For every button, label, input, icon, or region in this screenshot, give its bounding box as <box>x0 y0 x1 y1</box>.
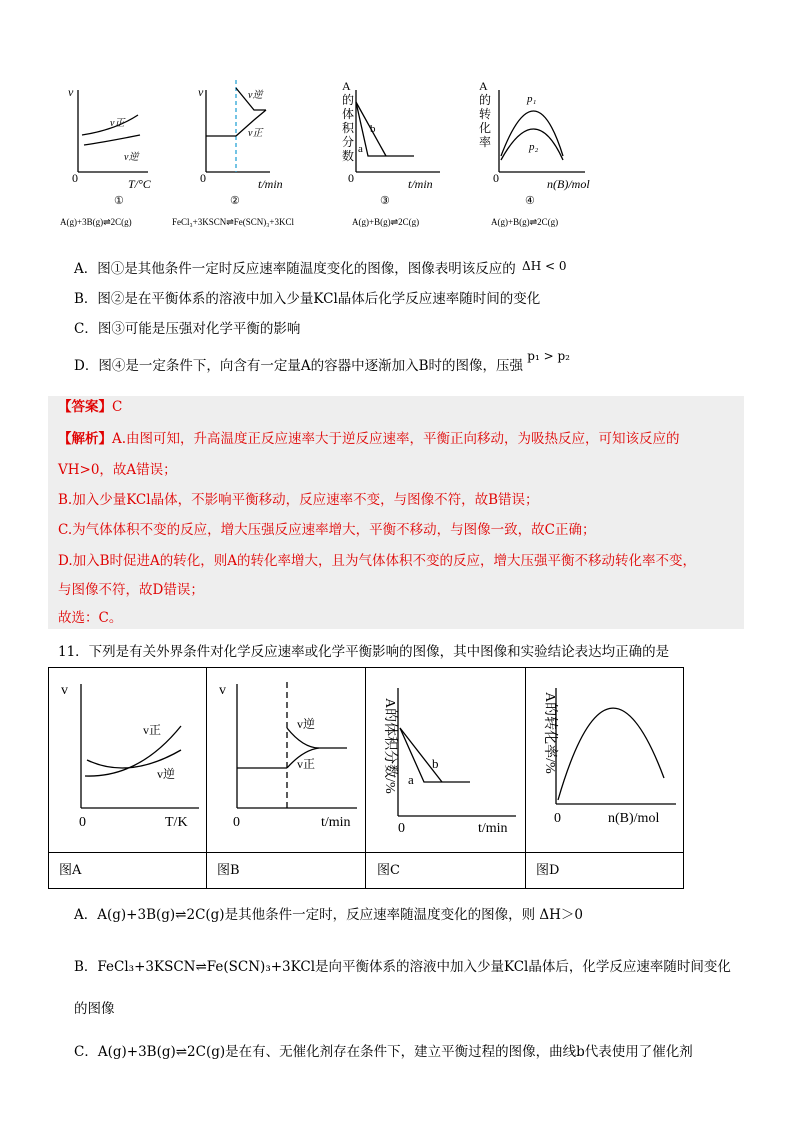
fig2-xlabel: t/min <box>258 177 283 191</box>
fig1-ylabel: v <box>68 85 74 99</box>
fig3-ylabel <box>342 79 355 163</box>
analysis-line-4: C.为气体体积不变的反应，增大压强反应速率增大，平衡不移动，与图像一致，故C正确； <box>58 522 596 538</box>
figC-origin: 0 <box>398 821 405 836</box>
analysis-line-3: B.加入少量KCl晶体，不影响平衡移动，反应速率不变，与图像不符，故B错误； <box>58 492 539 508</box>
q10-figure-4 <box>475 76 625 230</box>
figC-ylabel: A的体积分数/% <box>382 698 397 794</box>
figB-top: v逆 <box>297 717 316 731</box>
svg-text:A: A <box>342 79 351 93</box>
figB-bottom: v正 <box>297 757 316 771</box>
svg-text:率: 率 <box>479 135 492 149</box>
q10-option-b[interactable]: B．图②是在平衡体系的溶液中加入少量KCl晶体后化学反应速率随时间的变化 <box>74 291 541 307</box>
v-reverse-curve <box>84 135 140 145</box>
fig1-origin: 0 <box>72 171 78 185</box>
fig1-curve-down: v逆 <box>124 152 139 163</box>
fig1-curve-up: v正 <box>110 118 125 129</box>
q10-option-d[interactable]: D．图④是一定条件下，向含有一定量A的容器中逐渐加入B时的图像，压强 p₁ > p₂ <box>74 349 570 374</box>
q10-option-a[interactable]: A．图①是其他条件一定时反应速率随温度变化的图像，图像表明该反应的 ΔH < 0 <box>74 259 567 277</box>
fig3-b: b <box>370 123 376 135</box>
figA-xlabel: T/K <box>165 815 188 830</box>
analysis-line-6: 与图像不符，故D错误； <box>58 582 204 598</box>
q11-option-b-cont: 的图像 <box>74 1001 115 1017</box>
figD-origin: 0 <box>554 811 561 826</box>
fig3-reaction: A(g)+B(g)⇌2C(g) <box>352 217 420 227</box>
q10-option-c[interactable]: C．图③可能是压强对化学平衡的影响 <box>74 321 301 337</box>
svg-text:转: 转 <box>479 107 492 121</box>
fig3-origin: 0 <box>348 171 354 185</box>
figC-caption: 图C <box>377 863 400 878</box>
q11-fig-d <box>526 668 683 852</box>
figC-xlabel: t/min <box>478 821 508 836</box>
fig2-ylabel: v <box>198 85 204 99</box>
figB-xlabel: t/min <box>321 815 351 830</box>
fig1-xlabel: T/°C <box>128 177 151 191</box>
svg-text:A: A <box>479 79 488 93</box>
figA-origin: 0 <box>79 815 86 830</box>
figD-xlabel: n(B)/mol <box>608 811 660 826</box>
figA-down: v逆 <box>157 767 176 781</box>
q11-fig-a <box>49 668 206 852</box>
fig4-origin: 0 <box>493 171 499 185</box>
q11-option-b[interactable]: B．FeCl₃+3KSCN⇌Fe(SCN)₃+3KCl是向平衡体系的溶液中加入少量KCl晶体后，化学反应速率随时间变化 <box>74 959 731 975</box>
q10-figure-2 <box>170 80 340 230</box>
fig2-origin: 0 <box>200 171 206 185</box>
svg-text:分: 分 <box>342 135 355 149</box>
svg-text:积: 积 <box>342 121 355 135</box>
figD-ylabel: A的转化率/% <box>542 692 557 774</box>
svg-text:数: 数 <box>342 149 355 163</box>
q11-fig-b <box>207 668 365 852</box>
svg-text:的: 的 <box>479 93 492 107</box>
figC-b: b <box>432 756 439 771</box>
figD-caption: 图D <box>536 863 560 878</box>
figA-ylabel: v <box>61 683 68 698</box>
q11-option-a[interactable]: A．A(g)+3B(g)⇌2C(g)是其他条件一定时，反应速率随温度变化的图像，则 ΔH＞0 <box>74 907 583 923</box>
fig1-reaction: A(g)+3B(g)⇌2C(g) <box>60 217 132 227</box>
fig1-number: ① <box>114 195 124 207</box>
figA-caption: 图A <box>59 863 82 878</box>
fig3-a: a <box>358 143 363 155</box>
fig2-number: ② <box>230 195 240 207</box>
analysis-line-5: D.加入B时促进A的转化，则A的转化率增大，且为气体体积不变的反应，增大压强平衡不移动转化率不变， <box>58 553 697 569</box>
fig4-number: ④ <box>525 195 535 207</box>
svg-text:体: 体 <box>342 107 355 121</box>
fig4-p2: p₂ <box>529 141 539 153</box>
q10-figure-1 <box>60 80 180 230</box>
q11-stem: 11．下列是有关外界条件对化学反应速率或化学平衡影响的图像，其中图像和实验结论表达均正确的是 <box>58 644 670 660</box>
fig2-reaction: FeCl₃+3KSCN⇌Fe(SCN)₃+3KCl <box>172 217 294 227</box>
q11-fig-c <box>366 668 525 852</box>
svg-text:的: 的 <box>342 93 355 107</box>
answer-line: 【答案】C <box>58 399 123 415</box>
analysis-line-7: 故选：C。 <box>58 610 123 626</box>
svg-text:化: 化 <box>479 121 492 135</box>
q11-option-c[interactable]: C．A(g)+3B(g)⇌2C(g)是在有、无催化剂存在条件下，建立平衡过程的图像，曲线b代表使用了催化剂 <box>74 1044 693 1060</box>
fig2-top: v逆 <box>248 90 263 101</box>
fig4-p1: p₁ <box>527 93 537 105</box>
fig4-reaction: A(g)+B(g)⇌2C(g) <box>491 217 559 227</box>
fig3-number: ③ <box>380 195 390 207</box>
figA-up: v正 <box>143 723 162 737</box>
fig4-ylabel <box>479 79 491 149</box>
analysis-line-2: VH>0，故A错误； <box>58 462 177 478</box>
fig4-xlabel: n(B)/mol <box>547 177 590 191</box>
fig3-xlabel: t/min <box>408 177 433 191</box>
figC-a: a <box>408 772 414 787</box>
figB-ylabel: v <box>219 683 226 698</box>
figB-caption: 图B <box>217 863 240 878</box>
figB-origin: 0 <box>233 815 240 830</box>
q10-figure-3 <box>330 76 460 230</box>
analysis-line-1: 【解析】A.由图可知，升高温度正反应速率大于逆反应速率，平衡正向移动，为吸热反应，可知该反应的 <box>58 431 680 447</box>
q11-figure-table <box>48 667 684 889</box>
fig2-bottom: v正 <box>248 128 263 139</box>
